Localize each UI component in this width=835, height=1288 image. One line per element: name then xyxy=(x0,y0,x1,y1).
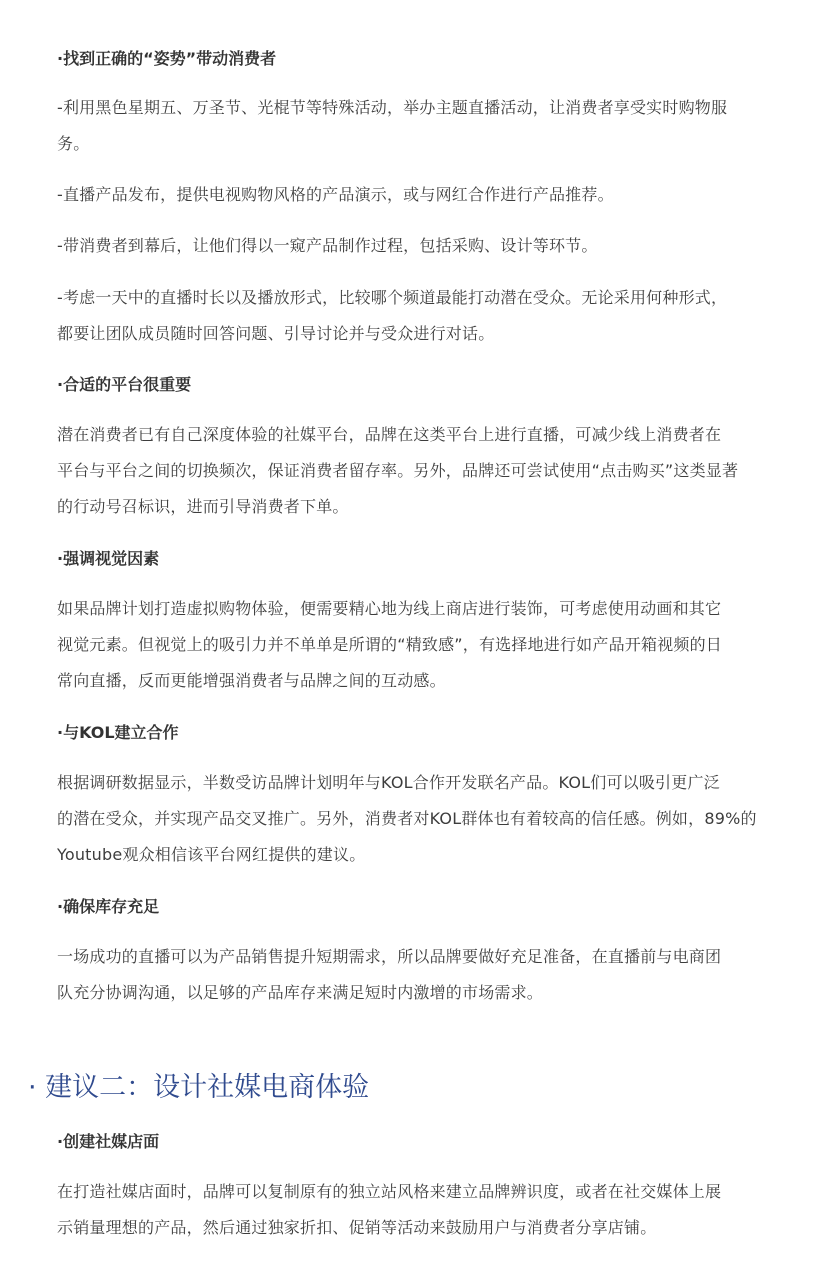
paragraph xyxy=(57,177,787,213)
paragraph-line: 队充分协调沟通，以足够的产品库存来满足短时内激增的市场需求。 xyxy=(57,983,544,1002)
section-title-suggestion-two: · 建议二：设计社媒电商体验 xyxy=(28,1072,370,1103)
paragraph xyxy=(57,280,787,352)
subheading-visual: ·强调视觉因素 xyxy=(57,549,160,568)
paragraph-line: -直播产品发布，提供电视购物风格的产品演示，或与网红合作进行产品推荐。 xyxy=(57,185,614,204)
paragraph-line: 常向直播，反而更能增强消费者与品牌之间的互动感。 xyxy=(57,671,446,690)
paragraph xyxy=(57,765,787,873)
paragraph-line: 根据调研数据显示，半数受访品牌计划明年与KOL合作开发联名产品。KOL们可以吸引更广泛 xyxy=(57,773,720,792)
paragraph-line: 视觉元素。但视觉上的吸引力并不单单是所谓的“精致感”，有选择地进行如产品开箱视频的日 xyxy=(57,635,722,654)
subheading-find-posture: ·找到正确的“姿势”带动消费者 xyxy=(57,49,277,68)
subheading-social-storefront: ·创建社媒店面 xyxy=(57,1132,160,1151)
paragraph-line: 务。 xyxy=(57,134,90,153)
paragraph-line: -利用黑色星期五、万圣节、光棍节等特殊活动，举办主题直播活动，让消费者享受实时购物服 xyxy=(57,98,728,117)
paragraph xyxy=(57,417,787,525)
paragraph xyxy=(57,90,787,162)
paragraph-line: 都要让团队成员随时回答问题、引导讨论并与受众进行对话。 xyxy=(57,324,495,343)
paragraph xyxy=(57,228,787,264)
paragraph-line: 平台与平台之间的切换频次，保证消费者留存率。另外，品牌还可尝试使用“点击购买”这类显著 xyxy=(57,461,739,480)
subheading-platform: ·合适的平台很重要 xyxy=(57,375,192,394)
paragraph-line: -考虑一天中的直播时长以及播放形式，比较哪个频道最能打动潜在受众。无论采用何种形式， xyxy=(57,288,728,307)
paragraph xyxy=(57,939,787,1011)
subheading-inventory: ·确保库存充足 xyxy=(57,897,160,916)
paragraph xyxy=(57,1174,787,1246)
paragraph-line: 在打造社媒店面时，品牌可以复制原有的独立站风格来建立品牌辨识度，或者在社交媒体上展 xyxy=(57,1182,722,1201)
subheading-kol: ·与KOL建立合作 xyxy=(57,723,179,742)
paragraph-line: 一场成功的直播可以为产品销售提升短期需求，所以品牌要做好充足准备，在直播前与电商团 xyxy=(57,947,722,966)
paragraph-line: 示销量理想的产品，然后通过独家折扣、促销等活动来鼓励用户与消费者分享店铺。 xyxy=(57,1218,657,1237)
paragraph-line: 的行动号召标识，进而引导消费者下单。 xyxy=(57,497,349,516)
paragraph xyxy=(57,591,787,699)
paragraph-line: -带消费者到幕后，让他们得以一窥产品制作过程，包括采购、设计等环节。 xyxy=(57,236,598,255)
paragraph-line: 的潜在受众，并实现产品交叉推广。另外，消费者对KOL群体也有着较高的信任感。例如，89%的 xyxy=(57,809,757,828)
paragraph-line: 如果品牌计划打造虚拟购物体验，便需要精心地为线上商店进行装饰，可考虑使用动画和其它 xyxy=(57,599,722,618)
paragraph-line: 潜在消费者已有自己深度体验的社媒平台，品牌在这类平台上进行直播，可减少线上消费者在 xyxy=(57,425,722,444)
paragraph-line: Youtube观众相信该平台网红提供的建议。 xyxy=(57,845,366,864)
